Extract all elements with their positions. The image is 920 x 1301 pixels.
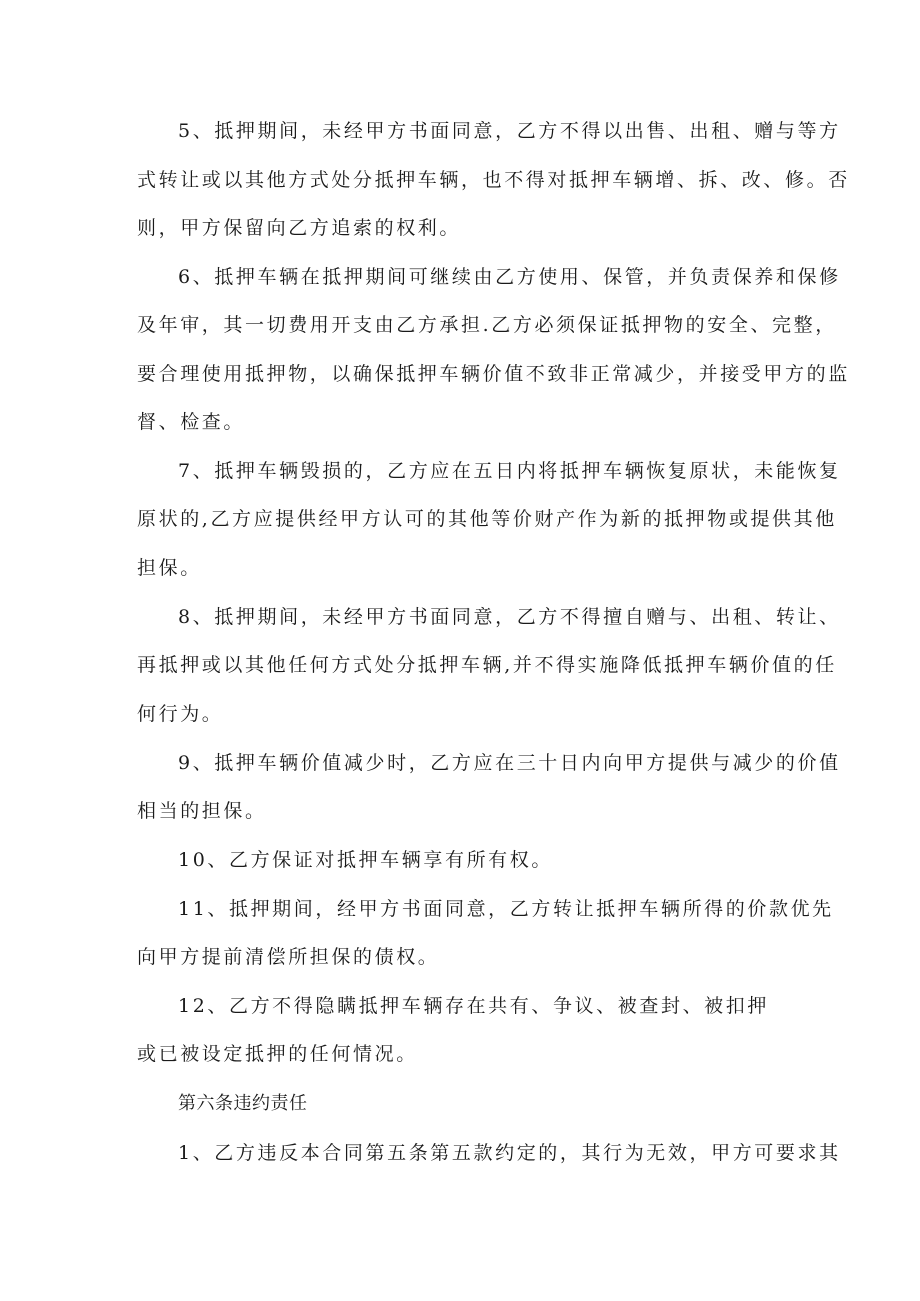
paragraph-line: 或已被设定抵押的任何情况。 bbox=[137, 1043, 418, 1065]
paragraph-line: 1、乙方违反本合同第五条第五款约定的，其行为无效，甲方可要求其 bbox=[178, 1142, 841, 1164]
paragraph-line: 5、抵押期间，未经甲方书面同意，乙方不得以出售、出租、赠与等方 bbox=[178, 120, 841, 142]
paragraph-line: 7、抵押车辆毁损的，乙方应在五日内将抵押车辆恢复原状，未能恢复 bbox=[178, 460, 841, 482]
paragraph-line: 11、抵押期间，经甲方书面同意，乙方转让抵押车辆所得的价款优先 bbox=[178, 898, 834, 920]
paragraph-line: 6、抵押车辆在抵押期间可继续由乙方使用、保管，并负责保养和保修 bbox=[178, 266, 841, 288]
paragraph-line: 再抵押或以其他任何方式处分抵押车辆,并不得实施降低抵押车辆价值的任 bbox=[137, 654, 837, 676]
paragraph-line: 担保。 bbox=[137, 557, 202, 579]
paragraph-line: 8、抵押期间，未经甲方书面同意，乙方不得擅自赠与、出租、转让、 bbox=[178, 606, 841, 628]
paragraph-line: 向甲方提前清偿所担保的债权。 bbox=[137, 946, 440, 968]
paragraph-line: 10、乙方保证对抵押车辆享有所有权。 bbox=[178, 849, 553, 871]
section-heading: 第六条违约责任 bbox=[178, 1093, 308, 1114]
paragraph-line: 则，甲方保留向乙方追索的权利。 bbox=[137, 217, 462, 239]
paragraph-line: 原状的,乙方应提供经甲方认可的其他等价财产作为新的抵押物或提供其他 bbox=[137, 508, 837, 530]
paragraph-line: 12、乙方不得隐瞒抵押车辆存在共有、争议、被查封、被扣押 bbox=[178, 995, 769, 1017]
paragraph-line: 要合理使用抵押物，以确保抵押车辆价值不致非正常减少，并接受甲方的监 bbox=[137, 363, 850, 385]
paragraph-line: 督、检查。 bbox=[137, 411, 246, 433]
paragraph-line: 及年审，其一切费用开支由乙方承担.乙方必须保证抵押物的安全、完整， bbox=[137, 314, 837, 336]
paragraph-line: 9、抵押车辆价值减少时，乙方应在三十日内向甲方提供与减少的价值 bbox=[178, 752, 841, 774]
paragraph-line: 何行为。 bbox=[137, 703, 224, 725]
paragraph-line: 式转让或以其他方式处分抵押车辆，也不得对抵押车辆增、拆、改、修。否 bbox=[137, 169, 850, 191]
paragraph-line: 相当的担保。 bbox=[137, 800, 267, 822]
